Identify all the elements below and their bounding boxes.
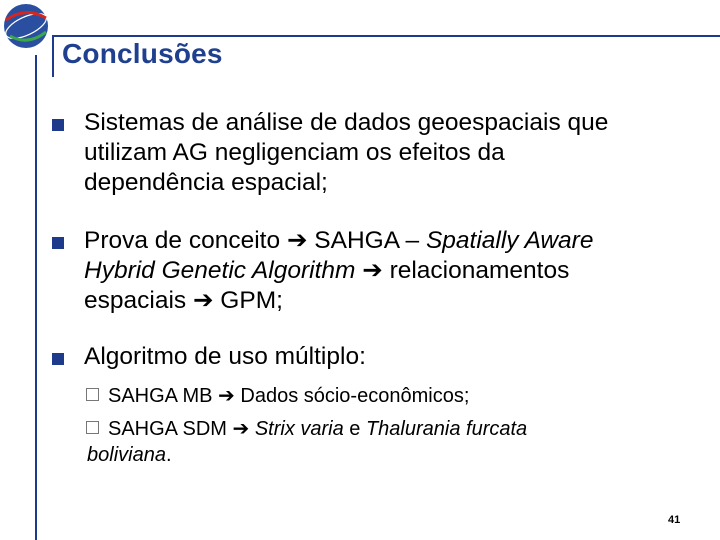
checkbox-icon <box>86 388 99 401</box>
page-title: Conclusões <box>62 38 223 69</box>
bullet-3-text: Algoritmo de uso múltiplo: <box>84 343 366 370</box>
arrow-right-icon: ➔ <box>192 287 214 314</box>
page-number: 41 <box>668 514 681 526</box>
title-rule <box>52 35 720 37</box>
arrow-right-icon: ➔ <box>362 257 383 284</box>
bullet-2-line-3: espaciais ➔ GPM; <box>84 287 283 314</box>
inpe-logo <box>0 0 54 52</box>
arrow-right-icon: ➔ <box>286 227 308 254</box>
arrow-right-icon: ➔ <box>218 385 235 407</box>
bullet-1-line-1: Sistemas de análise de dados geoespaciais que <box>84 109 609 136</box>
bullet-1-text <box>84 108 694 198</box>
bullet-marker <box>52 119 64 131</box>
bullet-marker <box>52 237 64 249</box>
subitem-1: SAHGA MB ➔ Dados sócio-econômicos; <box>86 383 686 409</box>
arrow-right-icon: ➔ <box>232 418 250 440</box>
left-accent-line <box>35 55 37 540</box>
bullet-2-line-2: Hybrid Genetic Algorithm ➔ relacionamentos <box>84 257 570 284</box>
title-bracket <box>52 35 54 77</box>
bullet-2-text <box>84 226 694 316</box>
bullet-1-line-2: utilizam AG negligenciam os efeitos da <box>84 139 505 166</box>
checkbox-icon <box>86 421 99 434</box>
bullet-1-line-3: dependência espacial; <box>84 169 328 196</box>
bullet-marker <box>52 353 64 365</box>
subitem-2: SAHGA SDM ➔ Strix varia e Thalurania furcata boliviana. <box>87 418 528 466</box>
bullet-2-line-1: Prova de conceito ➔ SAHGA – Spatially Aware <box>84 227 594 254</box>
